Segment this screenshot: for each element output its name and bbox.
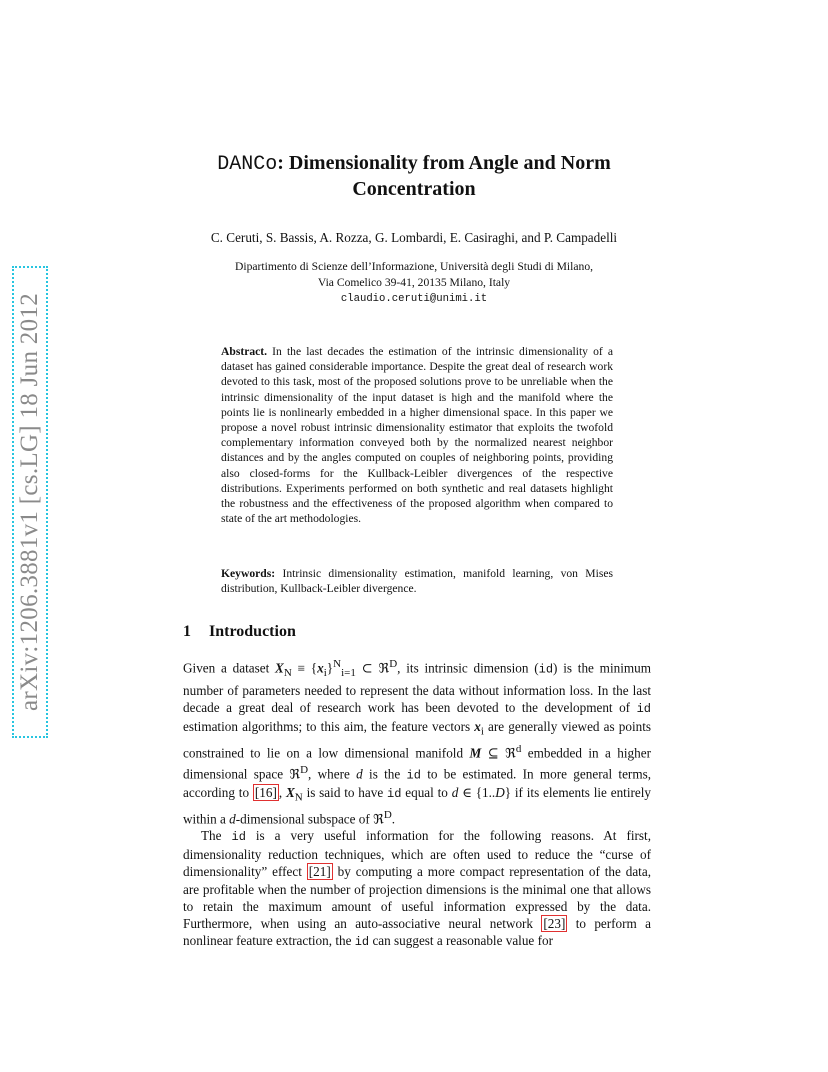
text-run: to be estimated. In more general terms, according to xyxy=(183,765,652,801)
text-run: is a very useful information for the following reasons. At first, dimensionality reduction techniques, which are often used to reduce the “curse of dimensionality” effect xyxy=(183,828,651,880)
math-symbol: ≡ { xyxy=(291,660,318,676)
text-run: Given a dataset xyxy=(183,660,276,676)
text-run: ) is the minimum number of parameters needed to represent the data without information loss. In the last decade a great deal of research work has been devoted to the development of xyxy=(183,660,651,716)
abstract-text: In the last decades the estimation of the intrinsic dimensionality of a dataset has gained considerable importance. Despite the great deal of research work devoted to this task, most of the proposed solutions prove to be unreliable when the intrinsic dimensionality of the input dataset is high and the manifold where the points lie is nonlinearly embedded in a higher dimensional space. In this paper we propose a novel robust intrinsic dimensionality estimator that exploits the twofold complementary information conveyed both by the normalized nearest neighbor distances and by the angles computed on couples of neighboring points, providing also closed-forms for the Kullback-Leibler divergences of the respective distributions. Experiments performed on both synthetic and real datasets highlight the robustness and the effectiveness of the proposed algorithm when compared to state of the art methodologies. xyxy=(221,345,613,526)
text-run: estimation algorithms; to this aim, the feature vectors xyxy=(183,719,475,735)
math-symbol: ∈ {1.. xyxy=(458,785,496,801)
math-symbol: d xyxy=(229,811,236,827)
title-method-name: DANCo xyxy=(217,153,278,176)
id-abbrev: id xyxy=(406,767,421,782)
paragraph-1 xyxy=(183,656,651,827)
citation-link[interactable]: [21] xyxy=(308,864,331,880)
text-run: , xyxy=(278,785,286,801)
text-run: are generally viewed as points constrained to lie on a low dimensional manifold xyxy=(183,719,652,761)
keywords-text: Intrinsic dimensionality estimation, manifold learning, von Mises distribution, Kullback-Leibler divergence. xyxy=(221,567,614,596)
citation-link[interactable]: [16] xyxy=(254,785,277,801)
text-run: equal to xyxy=(401,785,452,801)
title-line-2: Concentration xyxy=(352,178,476,200)
math-symbol: x xyxy=(317,660,324,676)
text-run: -dimensional subspace of ℜ xyxy=(235,811,384,827)
id-abbrev: id xyxy=(636,702,651,717)
math-subscript: i xyxy=(323,667,327,680)
math-symbol: M xyxy=(469,745,482,761)
keywords xyxy=(221,566,613,596)
arxiv-identifier[interactable]: arXiv:1206.3881v1 [cs.LG] 18 Jun 2012 xyxy=(16,293,43,711)
contact-email[interactable]: claudio.ceruti@unimi.it xyxy=(340,293,488,305)
math-symbol: } xyxy=(326,660,334,676)
text-run: embedded in a higher dimensional space ℜ xyxy=(183,745,651,781)
math-superscript: d xyxy=(515,743,522,756)
math-subscript: N xyxy=(294,791,303,804)
affiliation-line-1: Dipartimento di Scienze dell’Informazione, Università degli Studi di Milano, xyxy=(234,260,594,273)
id-abbrev: id xyxy=(538,662,554,677)
math-symbol: ⊂ ℜ xyxy=(355,660,390,676)
arxiv-stamp xyxy=(12,266,48,738)
math-superscript: D xyxy=(300,763,309,776)
text-run: The xyxy=(201,828,232,844)
affiliation-line-2: Via Comelico 39-41, 20135 Milano, Italy xyxy=(317,276,511,289)
text-run: } if its elements lie entirely within a xyxy=(183,785,652,827)
math-symbol: D xyxy=(495,785,505,801)
text-run: , where xyxy=(308,765,357,781)
math-superscript: D xyxy=(389,658,398,670)
text-run: is the xyxy=(362,765,407,781)
text-run: by computing a more compact representation of the data, are profitable when the number of projection dimensions is the minimal one that allows to retain the maximum amount of useful information expressed by the data. Furthermore, when using an auto-associative neural network xyxy=(183,864,651,931)
math-symbol: ⊆ ℜ xyxy=(481,745,516,761)
text-run: . xyxy=(391,811,396,827)
abstract-label: Abstract. xyxy=(221,345,268,358)
text-run: can suggest a reasonable value for xyxy=(369,932,553,948)
id-abbrev: id xyxy=(387,787,402,802)
section-number: 1 xyxy=(183,623,191,640)
math-symbol: X xyxy=(275,660,284,676)
math-symbol: X xyxy=(286,785,295,801)
abstract xyxy=(221,344,613,526)
math-superscript: N xyxy=(333,658,342,670)
section-heading xyxy=(183,623,296,641)
math-symbol: d xyxy=(451,785,459,801)
math-subscript: i=1 xyxy=(341,667,356,680)
math-symbol: x xyxy=(474,719,481,735)
title-line-1: : Dimensionality from Angle and Norm xyxy=(277,152,611,174)
id-abbrev: id xyxy=(231,830,246,845)
math-subscript: N xyxy=(283,667,292,680)
section-title: Introduction xyxy=(209,623,296,640)
math-superscript: D xyxy=(383,808,392,821)
paper-title xyxy=(150,151,678,202)
author-list: C. Ceruti, S. Bassis, A. Rozza, G. Lombardi, E. Casiraghi, and P. Campadelli xyxy=(210,230,618,245)
text-run: , its intrinsic dimension ( xyxy=(397,660,539,676)
text-run: is said to have xyxy=(302,785,388,801)
math-symbol: d xyxy=(356,765,363,781)
math-subscript: i xyxy=(480,725,484,738)
citation-link[interactable]: [23] xyxy=(543,915,566,931)
id-abbrev: id xyxy=(354,934,370,949)
paragraph-2 xyxy=(183,827,651,951)
text-run: to perform a nonlinear feature extraction, the xyxy=(183,915,651,948)
affiliation xyxy=(150,259,678,307)
keywords-label: Keywords: xyxy=(221,567,276,580)
body-text xyxy=(183,656,651,951)
